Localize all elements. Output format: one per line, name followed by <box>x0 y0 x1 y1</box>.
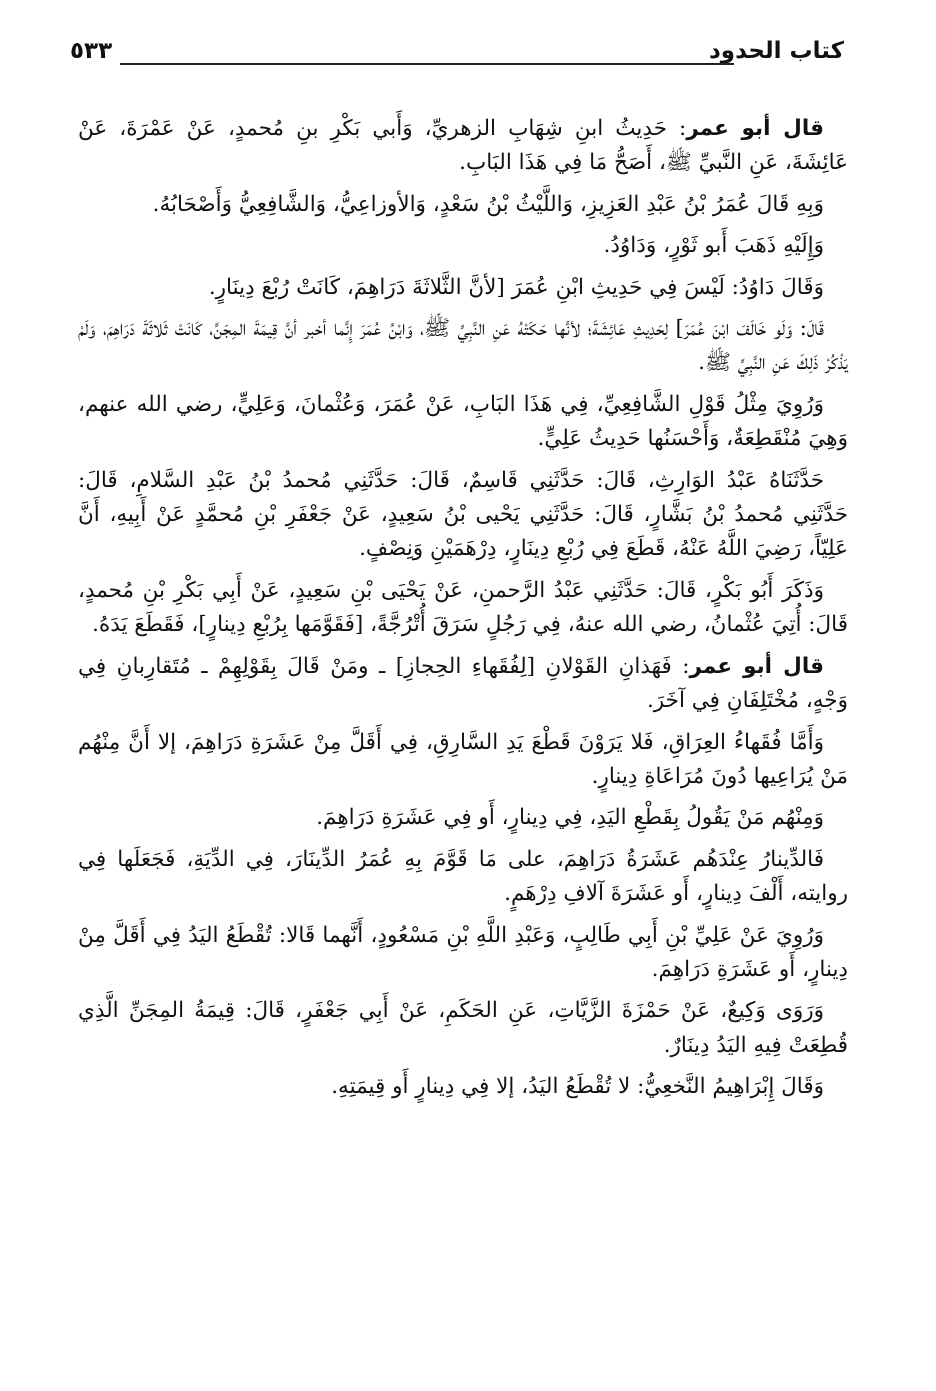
page-body <box>78 112 848 1112</box>
paragraph-text: فَالدِّينارُ عِنْدَهُم عَشَرَةُ دَرَاهِمَ، على مَا قَوَّمَ بِهِ عُمَرُ الدِّينَارَ، فِي الدِّيَةِ، فَجَعَلَها فِي روايته، أَلْفَ دِينارٍ، أَو عَشَرَةَ آلافِ دِرْهَمٍ. <box>78 846 848 907</box>
paragraph <box>78 650 848 719</box>
paragraph <box>78 271 848 305</box>
paragraph-text: وَقَالَ دَاوُدُ: لَيْسَ فِي حَدِيثِ ابْنِ عُمَرَ [لأنَّ الثَّلاثَةَ دَرَاهِمَ، كَانَتْ رُبْعَ دِينَارٍ. <box>208 274 824 300</box>
book-title: كتاب الحدود <box>708 38 844 64</box>
paragraph <box>78 112 848 181</box>
paragraph <box>78 994 848 1063</box>
paragraph <box>78 574 848 643</box>
paragraph <box>78 312 848 381</box>
page-number: ٥٣٣ <box>70 38 113 64</box>
paragraph-text: : فَهَذانِ القَوْلانِ [لِفُقَهاءِ الحِجازِ] ـ ومَنْ قَالَ بِقَوْلِهِمْ ـ مُتَقارِبانِ فِي وَجْهٍ، مُخْتَلِفَانِ فِي آخَرَ. <box>78 653 848 714</box>
paragraph-text: وَبِهِ قَالَ عُمَرُ بْنُ عَبْدِ العَزِيزِ، وَاللَّيْثُ بْنُ سَعْدٍ، وَالأوزاعِيُّ، وَالشَّافِعِيُّ وَأَصْحَابُهُ. <box>152 191 824 217</box>
paragraph <box>78 388 848 457</box>
paragraph-text: وَرُوِيَ مِثْلُ قَوْلِ الشَّافِعِيِّ، فِي هَذَا البَابِ، عَنْ عُمَرَ، وَعُثْمانَ، وَعَلِيٍّ، رضي الله عنهم، وَهِيَ مُنْقَطِعَةٌ، وَأَحْسَنُها حَدِيثُ عَلِيٍّ. <box>78 391 848 452</box>
paragraph <box>78 801 848 835</box>
paragraph <box>78 188 848 222</box>
paragraph-text: وَذَكَرَ أَبُو بَكْرٍ، قَالَ: حَدَّثَنِي عَبْدُ الرَّحمنِ، عَنْ يَحْيَى بْنِ سَعِيدٍ، عَنْ أَبِي بَكْرِ بْنِ مُحمدٍ، قَالَ: أُتِيَ عُثْمانُ، رضي الله عنهُ، فِي رَجُلٍ سَرَقَ أُتْرُجَّةً، [فَقَوَّمَها بِرُبْعِ دِينارٍ]، فَقَطَعَ يَدَهُ. <box>78 577 848 638</box>
page-header <box>70 38 844 78</box>
paragraph-label: قال أبو عمر <box>689 653 824 679</box>
paragraph <box>78 1070 848 1104</box>
paragraph <box>78 464 848 567</box>
paragraph-text: حَدَّثَنَاهُ عَبْدُ الوَارِثِ، قَالَ: حَدَّثَنِي قَاسِمٌ، قَالَ: حَدَّثَنِي مُحمدُ بْنُ عَبْدِ السَّلامِ، قَالَ: حَدَّثَنِي مُحمدُ بْنُ بَشَّارٍ، قَالَ: حَدَّثَنِي يَحْيى بْنُ سَعِيدٍ، عَنْ جَعْفَرِ بْنِ مُحمَّدٍ عَنْ أَبِيهِ، أَنَّ عَلِيّاً، رَضِيَ اللَّهُ عَنْهُ، قَطَعَ فِي رُبْعِ دِينَارٍ، دِرْهَمَيْنِ وَنِصْفٍ. <box>78 467 848 562</box>
paragraph <box>78 726 848 795</box>
paragraph-text: : حَدِيثُ ابنِ شِهَابِ الزهريِّ، وَأَبي بَكْرِ بنِ مُحمدٍ، عَنْ عَمْرَةَ، عَنْ عَائِشَةَ، عَنِ النَّبيِّ ﷺ، أَصَحُّ مَا فِي هَذَا البَابِ. <box>78 116 848 176</box>
paragraph-text: وَمِنْهُم مَنْ يَقُولُ بِقَطْعِ اليَدِ، فِي دِينارٍ، أَو فِي عَشَرَةِ دَرَاهِمَ. <box>316 805 824 831</box>
paragraph <box>78 919 848 988</box>
paragraph-label: قال أبو عمر <box>686 116 824 141</box>
paragraph-text: وَأَمَّا فُقَهاءُ العِرَاقِ، فَلا يَرَوْنَ قَطْعَ يَدِ السَّارِقِ، فِي أَقَلَّ مِنْ عَشَرَةِ دَرَاهِمَ، إلا أَنَّ مِنْهُم مَنْ يُرَاعِيها دُونَ مُرَاعَاةِ دِينارٍ. <box>78 729 848 789</box>
paragraph-text: وَإِلَيْهِ ذَهَبَ أَبو ثَوْرٍ، وَدَاوُدُ. <box>603 233 824 259</box>
paragraph-text: وَقَالَ إِبْرَاهِيمُ النَّخعِيُّ: لا تُقْطَعُ اليَدُ، إلا فِي دِينارٍ أَو قِيمَتِهِ. <box>331 1074 824 1100</box>
paragraph-text: وَرَوَى وَكِيعٌ، عَنْ حَمْزَةَ الزَّيَّاتِ، عَنِ الحَكَمِ، عَنْ أَبِي جَعْفَرٍ، قَالَ: قِيمَةُ المِجَنِّ الَّذِي قُطِعَتْ فِيهِ اليَدُ دِينَارٌ. <box>78 998 848 1058</box>
paragraph-text: قَالَ: وَلَو خَالَفَ ابْنَ عُمَرَ] لِحَدِيثِ عَائِشَةَ؛ لأنَّها حَكَتْهُ عَنِ النَّبِيِّ ﷺ، وَابْنُ عُمَرَ إِنَّما أخبر أنَّ قِيمَةَ المِجَنِّ، كَانَتْ ثَلاثَةَ دَرَاهِمَ، وَلَمْ يَذْكُرْ ذَلِكَ عَنِ النَّبِيِّ ﷺ. <box>78 316 848 376</box>
paragraph-text: وَرُوِيَ عَنْ عَلِيِّ بْنِ أَبِي طَالِبٍ، وَعَبْدِ اللَّهِ بْنِ مَسْعُودٍ، أَنَّهما قَالا: تُقْطَعُ اليَدُ فِي أَقَلَّ مِنْ دِينارٍ، أَو عَشَرَةِ دَرَاهِمَ. <box>78 922 848 982</box>
paragraph <box>78 229 848 263</box>
header-rule <box>120 63 734 65</box>
paragraph <box>78 843 848 912</box>
